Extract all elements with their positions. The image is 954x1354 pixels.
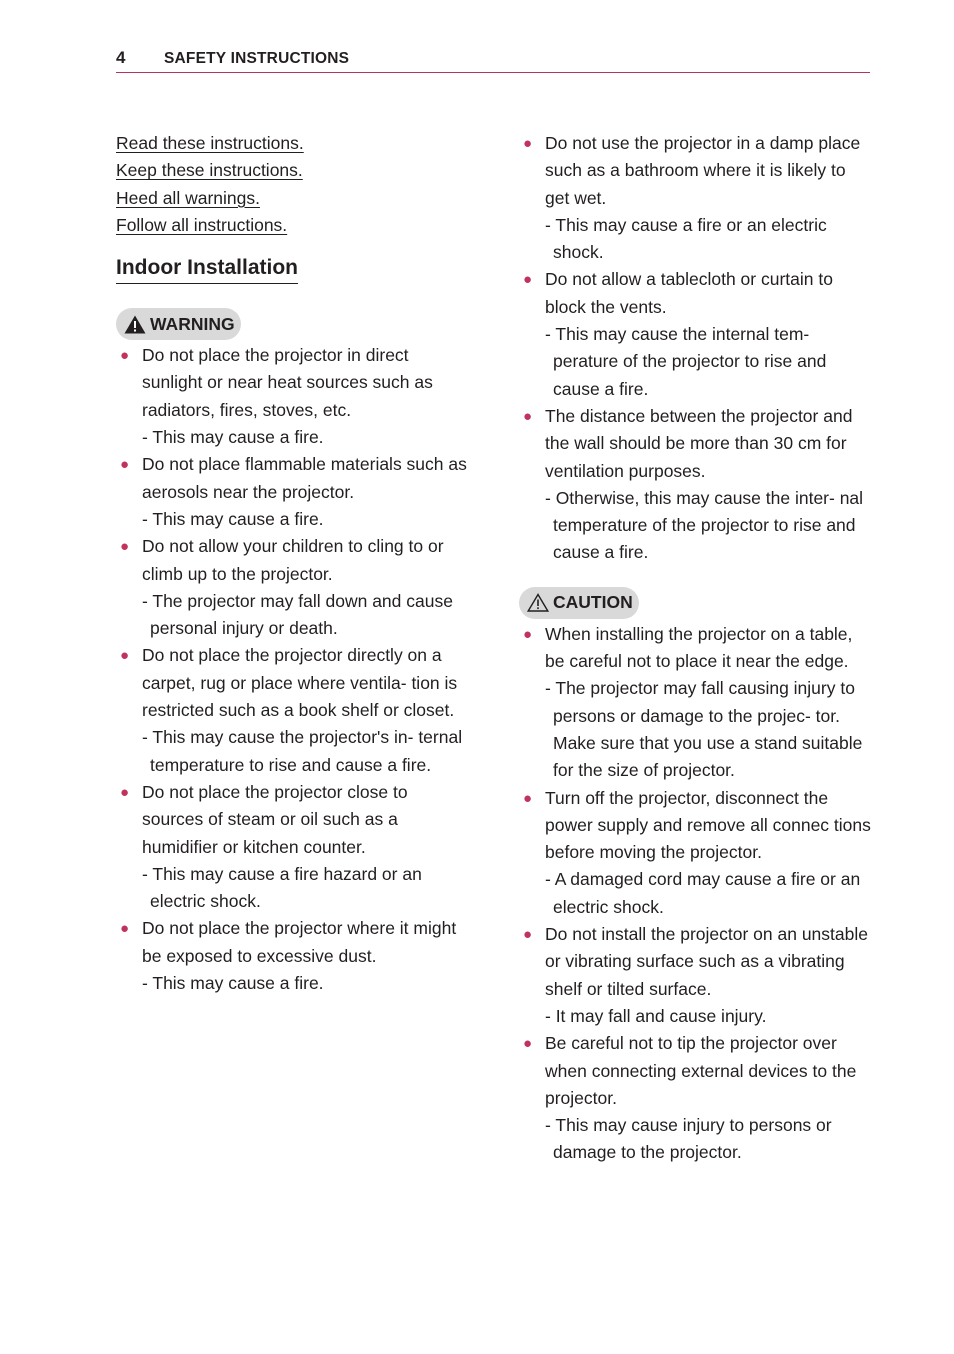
item-note: - This may cause the internal tem- perature of the projector to rise and cause a fire. [545, 324, 827, 399]
item-note: - This may cause a fire hazard or an electric shock. [142, 863, 422, 912]
list-item [519, 130, 874, 266]
bullet-icon: ● [523, 1035, 533, 1053]
list-item [116, 533, 468, 642]
item-note: - This may cause a fire or an electric shock. [545, 214, 827, 263]
item-text: Turn off the projector, disconnect the power supply and remove all connec tions before moving the projector. [545, 787, 871, 863]
item-text: When installing the projector on a table, be careful not to place it near the edge. [545, 623, 853, 672]
bullet-icon: ● [120, 783, 130, 801]
page-number: 4 [116, 48, 126, 67]
item-text: Be careful not to tip the projector over when connecting external devices to the projector. [545, 1033, 857, 1108]
item-text: Do not install the projector on an unstable or vibrating surface such as a vibrating shelf or tilted surface. [545, 924, 868, 999]
item-text: Do not place the projector directly on a carpet, rug or place where ventila- tion is restricted such as a book shelf or closet. [142, 645, 458, 721]
warning-triangle-filled-icon [124, 315, 146, 334]
item-text: Do not place flammable materials such as aerosols near the projector. [142, 454, 467, 502]
warning-list-left [116, 342, 468, 997]
item-text: Do not use the projector in a damp place such as a bathroom where it is likely to get wet. [545, 133, 861, 208]
right-column [519, 130, 874, 1167]
item-text: The distance between the projector and the wall should be more than 30 cm for ventilation purposes. [545, 405, 853, 481]
caution-list [519, 621, 874, 1167]
list-item [519, 785, 874, 921]
bullet-icon: ● [523, 135, 533, 152]
list-item [116, 642, 468, 778]
bullet-icon: ● [523, 271, 533, 289]
section-title: SAFETY INSTRUCTIONS [164, 50, 350, 67]
item-note: - The projector may fall causing injury to persons or damage to the projec- tor. Make sure that you use a stand suitable for the size of projector. [545, 678, 863, 781]
bullet-icon: ● [523, 926, 533, 944]
item-text: Do not place the projector close to sources of steam or oil such as a humidifier or kitchen counter. [142, 781, 408, 857]
left-column [116, 130, 468, 997]
warning-label: WARNING [150, 313, 235, 334]
intro-line-read: Read these instructions. [116, 133, 304, 153]
list-item [519, 621, 874, 785]
item-note: - A damaged cord may cause a fire or an electric shock. [545, 869, 861, 917]
list-item [519, 921, 874, 1030]
bullet-icon: ● [120, 920, 130, 938]
item-note: - Otherwise, this may cause the inter- nal temperature of the projector to rise and cause a fire. [545, 487, 864, 563]
list-item [116, 451, 468, 533]
bullet-icon: ● [120, 456, 130, 474]
item-text: Do not allow your children to cling to or climb up to the projector. [142, 536, 444, 584]
item-text: Do not place the projector in direct sunlight or near heat sources such as radiators, fires, stoves, etc. [142, 345, 433, 420]
bullet-icon: ● [120, 347, 130, 365]
warning-badge [116, 308, 241, 340]
page-header [116, 48, 870, 73]
item-note: - This may cause a fire. [142, 973, 324, 994]
item-note: - The projector may fall down and cause personal injury or death. [142, 590, 453, 639]
item-text: Do not allow a tablecloth or curtain to block the vents. [545, 269, 833, 317]
section-heading: Indoor Installation [116, 253, 298, 284]
intro-line-heed: Heed all warnings. [116, 187, 260, 208]
item-note: - This may cause the projector's in- ternal temperature to rise and cause a fire. [142, 727, 463, 775]
item-note: - This may cause injury to persons or damage to the projector. [545, 1115, 832, 1163]
list-item [116, 342, 468, 451]
intro-line-follow: Follow all instructions. [116, 214, 288, 235]
warning-list-right [519, 130, 874, 567]
caution-triangle-outline-icon [527, 593, 549, 612]
item-note: - It may fall and cause injury. [545, 1005, 767, 1026]
bullet-icon: ● [523, 789, 533, 807]
item-text: Do not place the projector where it might be exposed to excessive dust. [142, 918, 457, 966]
bullet-icon: ● [120, 538, 130, 556]
bullet-icon: ● [523, 407, 533, 425]
caution-badge [519, 587, 639, 619]
item-note: - This may cause a fire. [142, 427, 324, 448]
item-note: - This may cause a fire. [142, 508, 324, 529]
caution-label: CAUTION [553, 592, 633, 613]
list-item [519, 403, 874, 567]
bullet-icon: ● [120, 647, 130, 665]
intro-line-keep: Keep these instructions. [116, 160, 303, 181]
list-item [116, 915, 468, 997]
bullet-icon: ● [523, 625, 533, 643]
list-item [519, 1030, 874, 1166]
list-item [116, 779, 468, 915]
list-item [519, 266, 874, 402]
